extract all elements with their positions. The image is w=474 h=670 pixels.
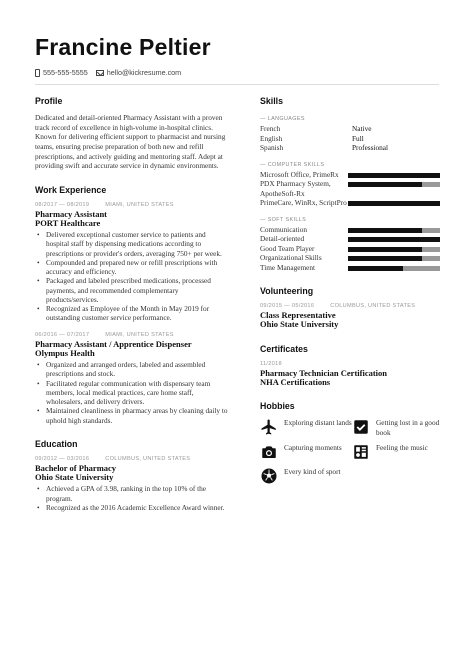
job-location: MIAMI, UNITED STATES xyxy=(105,331,174,338)
certificate-date: 11/2018 xyxy=(260,360,282,367)
job-bullet: • Compounded and prepared new or refill prescriptions with accuracy and efficiency. xyxy=(35,258,230,277)
job-bullet: • Organized and arranged orders, labeled and assembled prescriptions and stock. xyxy=(35,360,230,379)
right-column xyxy=(260,96,440,485)
hobby-text: Exploring distant lands xyxy=(284,417,352,427)
skill-row xyxy=(260,263,440,272)
job-dates: 06/2016 — 07/2017 xyxy=(35,331,90,338)
job-title: Pharmacy Assistant xyxy=(35,208,108,219)
volunteering-role: Class Representative xyxy=(260,310,336,321)
profile-text: Dedicated and detail-oriented Pharmacy Assistant with a proven track record of excellence in high-volume in-hospital clinics. Known for delivering efficient support to pharmacist and nursing teams, ensuring precise preparation of both new and refill prescriptions, and actively guiding and mentoring staff. Adept at providing swift and accurate service in dynamic environments. xyxy=(35,113,226,171)
plane-icon xyxy=(260,418,278,436)
computer-skills-label: — COMPUTER SKILLS xyxy=(260,161,325,168)
language-name: Spanish xyxy=(260,143,284,153)
job-bullet: • Delivered exceptional customer service to patients and hospital staff by dispensing medications according to prescriptions or provider's orders, averaging 750+ per week. xyxy=(35,230,230,258)
language-level: Professional xyxy=(352,143,389,153)
skill-level-bar xyxy=(348,256,440,261)
job-bullets xyxy=(35,230,230,323)
skill-level-bar xyxy=(348,228,440,233)
hobby-text: Feeling the music xyxy=(376,443,428,453)
skill-level-fill xyxy=(348,237,440,242)
school-name: Ohio State University xyxy=(35,472,114,483)
profile-heading: Profile xyxy=(35,96,63,106)
job-bullet: • Maintained cleanliness in pharmacy areas by cleaning daily to uphold high standards. xyxy=(35,406,230,425)
education-meta xyxy=(35,456,230,462)
education-dates: 09/2012 — 03/2016 xyxy=(35,455,90,462)
hobbies-grid xyxy=(260,418,440,485)
skill-row xyxy=(260,234,440,243)
job-employer: PORT Healthcare xyxy=(35,217,101,228)
education-bullets xyxy=(35,484,230,512)
skill-name: Detail-oriented xyxy=(260,234,305,244)
language-name: English xyxy=(260,133,283,143)
certificates-section xyxy=(260,344,440,387)
skill-row xyxy=(260,179,440,198)
job-entry xyxy=(35,202,230,323)
skill-row xyxy=(260,244,440,253)
language-level: Full xyxy=(352,133,364,143)
skill-level-fill xyxy=(348,256,422,261)
skills-section xyxy=(260,96,440,272)
skill-row xyxy=(260,253,440,262)
soccer-ball-icon xyxy=(260,467,278,485)
job-bullet: • Facilitated regular communication with dispensary team members, local medical practices, care home staff, wholesalers, and delivery drivers. xyxy=(35,379,230,407)
skill-level-fill xyxy=(348,266,403,271)
job-bullet: • Recognized as Employee of the Month in May 2019 for outstanding customer service performance. xyxy=(35,304,230,323)
skills-heading: Skills xyxy=(260,96,283,106)
skill-level-bar xyxy=(348,201,440,206)
language-row xyxy=(260,124,440,134)
job-bullets xyxy=(35,360,230,425)
volunteering-org: Ohio State University xyxy=(260,319,339,330)
education-section xyxy=(35,439,230,512)
checkbox-icon xyxy=(352,418,370,436)
languages-label: — LANGUAGES xyxy=(260,116,305,122)
hobby-item xyxy=(352,418,444,437)
job-meta xyxy=(35,332,230,338)
certificate-meta xyxy=(260,361,440,367)
job-bullet: • Packaged and labeled prescribed medications, processed payments, and recommended complementary products/services. xyxy=(35,276,230,304)
hobby-text: Capturing moments xyxy=(284,443,342,453)
left-column xyxy=(35,96,230,512)
skill-row xyxy=(260,225,440,234)
volunteering-dates: 09/2015 — 05/2016 xyxy=(260,303,315,310)
language-row xyxy=(260,134,440,144)
skill-level-bar xyxy=(348,182,440,187)
header-divider xyxy=(35,84,439,85)
hobby-text: Getting lost in a good book xyxy=(376,417,440,437)
job-entry xyxy=(35,332,230,425)
job-location: MIAMI, UNITED STATES xyxy=(105,201,174,208)
mail-icon xyxy=(96,70,104,76)
hobby-item xyxy=(260,443,352,461)
volunteering-heading: Volunteering xyxy=(260,286,314,297)
hobby-item xyxy=(260,467,352,485)
skill-row xyxy=(260,170,440,179)
music-icon xyxy=(352,443,370,461)
hobby-item xyxy=(352,443,444,461)
profile-section xyxy=(35,96,230,171)
skill-name: Microsoft Office, PrimeRx xyxy=(260,169,339,179)
certificate-issuer: NHA Certifications xyxy=(260,376,331,387)
skill-level-fill xyxy=(348,173,440,178)
hobbies-heading: Hobbies xyxy=(260,400,295,411)
education-location: COLUMBUS, UNITED STATES xyxy=(105,455,191,462)
certificate-name: Pharmacy Technician Certification xyxy=(260,367,388,378)
skill-row xyxy=(260,198,440,207)
skill-name: Good Team Player xyxy=(260,243,315,253)
education-bullet: • Recognized as the 2016 Academic Excellence Award winner. xyxy=(35,503,230,512)
skill-name: Organizational Skills xyxy=(260,253,322,263)
certificates-heading: Certificates xyxy=(260,343,308,354)
skill-level-fill xyxy=(348,228,422,233)
hobbies-section xyxy=(260,401,440,485)
education-bullet: • Achieved a GPA of 3.98, ranking in the top 10% of the program. xyxy=(35,484,230,503)
experience-section xyxy=(35,185,230,425)
education-heading: Education xyxy=(35,438,78,449)
skill-level-bar xyxy=(348,173,440,178)
email-address: hello@kickresume.com xyxy=(106,68,182,77)
soft-skills-label: — SOFT SKILLS xyxy=(260,216,307,223)
hobby-text: Every kind of sport xyxy=(284,467,341,477)
skill-name: Time Management xyxy=(260,262,316,272)
contact-info xyxy=(35,68,181,77)
job-title: Pharmacy Assistant / Apprentice Dispenser xyxy=(35,338,192,349)
soft-skills-list xyxy=(260,225,440,272)
candidate-name: Francine Peltier xyxy=(35,34,211,60)
experience-heading: Work Experience xyxy=(35,184,107,195)
phone-icon xyxy=(35,69,40,77)
skill-name: PDX Pharmacy System, ApotheSoft-Rx xyxy=(260,179,331,198)
email-contact xyxy=(96,68,181,77)
computer-skills-list xyxy=(260,170,440,208)
skill-name: Communication xyxy=(260,224,308,234)
language-row xyxy=(260,143,440,153)
language-level: Native xyxy=(352,124,372,133)
job-dates: 08/2017 — 08/2019 xyxy=(35,201,90,208)
language-name: French xyxy=(260,124,281,133)
phone-number: 555-555-5555 xyxy=(43,68,88,77)
volunteering-section xyxy=(260,286,440,329)
skill-level-bar xyxy=(348,247,440,252)
phone-contact xyxy=(35,68,88,77)
hobby-item xyxy=(260,418,352,437)
skill-level-fill xyxy=(348,182,422,187)
skill-level-bar xyxy=(348,237,440,242)
job-meta xyxy=(35,202,230,208)
skill-level-bar xyxy=(348,266,440,271)
skill-level-fill xyxy=(348,247,422,252)
job-employer: Olympus Health xyxy=(35,347,95,358)
volunteering-meta xyxy=(260,303,440,309)
volunteering-location: COLUMBUS, UNITED STATES xyxy=(330,303,416,310)
skill-level-fill xyxy=(348,201,440,206)
skill-name: PrimeCare, WinRx, ScriptPro xyxy=(260,198,347,208)
camera-icon xyxy=(260,443,278,461)
degree-title: Bachelor of Pharmacy xyxy=(35,462,117,473)
